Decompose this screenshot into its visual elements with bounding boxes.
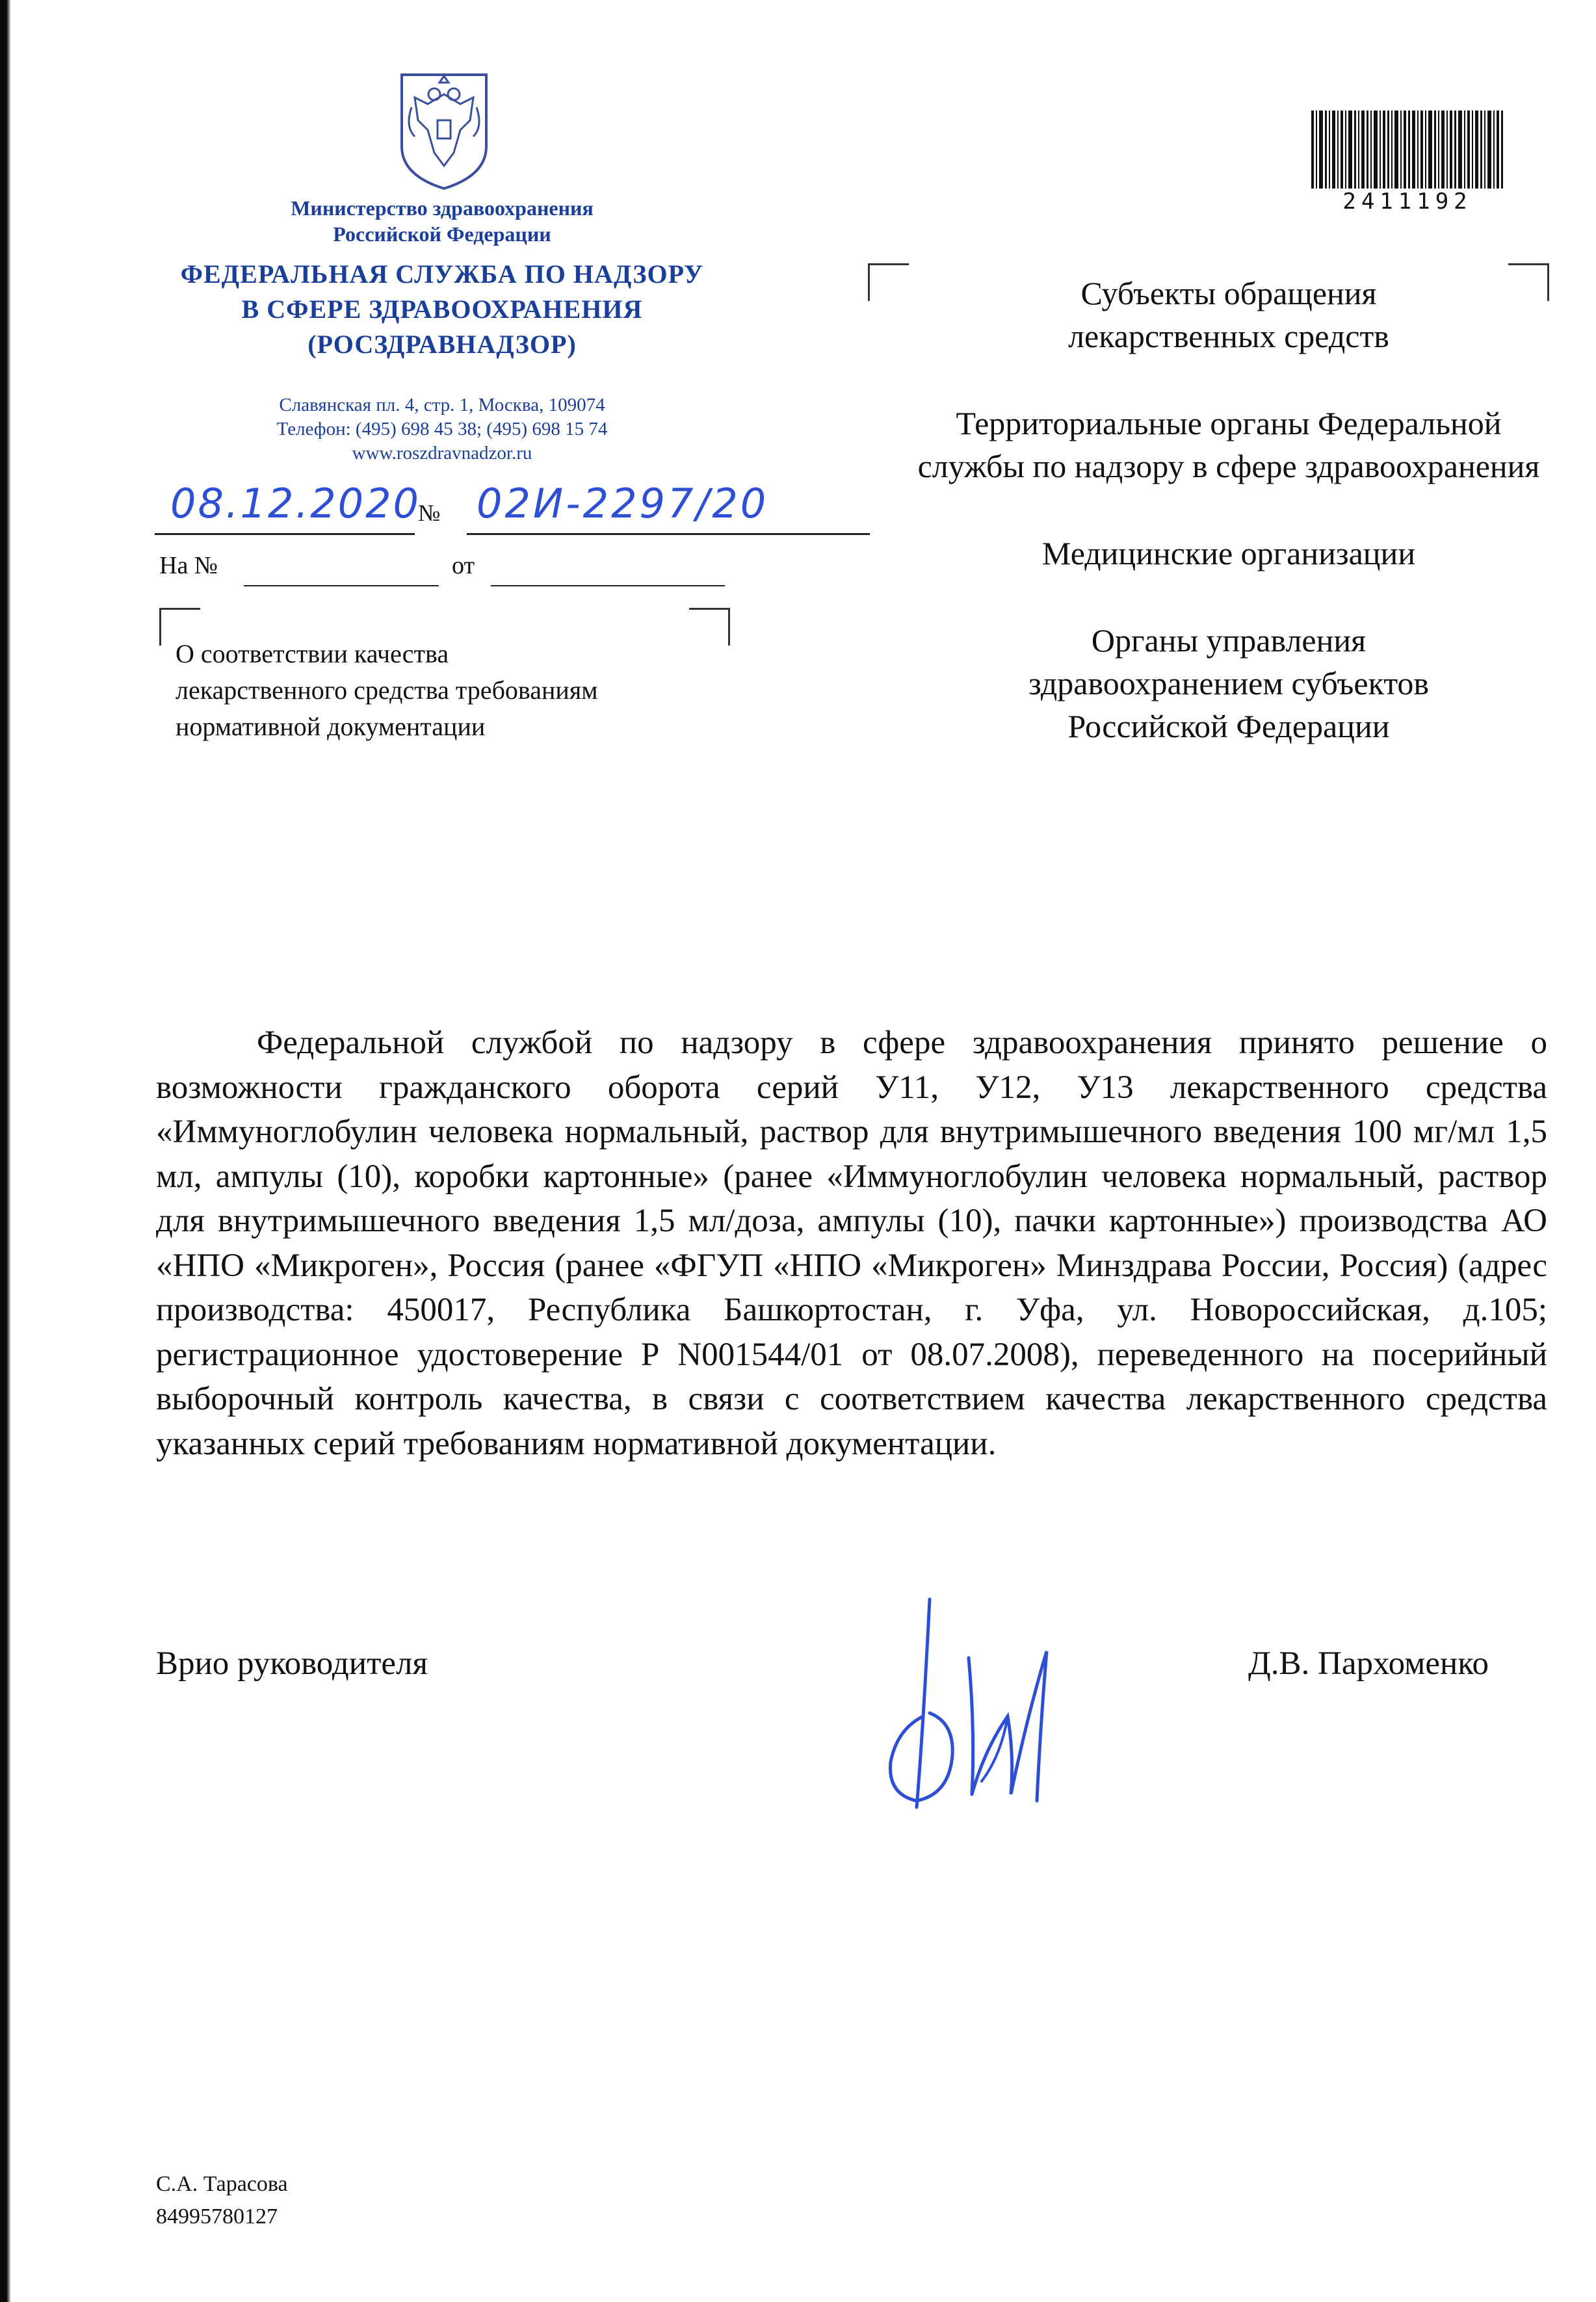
org-address [195,393,689,465]
registration-date: 08.12.2020 [170,480,421,527]
barcode-number: 2411192 [1342,189,1472,215]
reply-number-line [244,585,439,586]
executor-block [156,2168,288,2233]
subject-line-2: лекарственного средства требованиям [176,675,598,705]
ministry-line-1: Министерство здравоохранения [291,196,594,220]
date-underline [155,533,415,535]
service-name [150,257,735,362]
number-sign: № [418,500,441,526]
recipient-item: Органы управления здравоохранением субъектов Российской Федерации [1028,622,1430,744]
registration-row [155,480,902,545]
signatory-name: Д.В. Пархоменко [1248,1645,1489,1682]
service-line-3: (РОСЗДРАВНАДЗОР) [307,330,577,359]
subject [176,636,761,745]
address-line: Славянская пл. 4, стр. 1, Москва, 109074 [279,395,605,415]
handwritten-signature [878,1586,1092,1820]
registration-number: 02И-2297/20 [477,480,769,527]
recipient-item: Медицинские организации [1041,535,1416,571]
website-line: www.roszdravnadzor.ru [352,443,532,464]
from-label: от [452,552,475,579]
service-line-2: В СФЕРЕ ЗДРАВООХРАНЕНИЯ [241,294,643,324]
barcode-icon [1310,111,1505,195]
reply-label: На № [159,552,218,579]
scan-edge [0,0,10,2302]
phone-line: Телефон: (495) 698 45 38; (495) 698 15 74 [276,419,608,439]
ministry-name [215,195,670,247]
reply-date-line [491,585,725,586]
signatory-title: Врио руководителя [156,1645,428,1682]
ministry-line-2: Российской Федерации [333,222,551,246]
reply-reference-row [159,551,731,590]
recipients-list [910,272,1547,792]
number-underline [467,533,870,535]
service-line-1: ФЕДЕРАЛЬНАЯ СЛУЖБА ПО НАДЗОРУ [180,259,704,289]
subject-line-1: О соответствии качества [176,639,449,668]
executor-name: С.А. Тарасова [156,2172,288,2196]
recipient-item: Субъекты обращения лекарственных средств [1068,275,1389,354]
subject-line-3: нормативной документации [176,712,486,741]
coat-of-arms-icon [389,68,499,192]
recipients-corner-left [868,263,909,301]
executor-phone: 84995780127 [156,2204,278,2229]
body-paragraph: Федеральной службой по надзору в сфере здравоохранения принято решение о возможности гражданского оборота серий У11, У12, У13 лекарственного средства «Иммуноглобулин человека нормальный, раствор для внутримышечного введения 100 мг/мл 1,5 мл, ампулы (10), коробки картонные» (ранее «Иммуноглобулин человека нормальный, раствор для внутримышечного введения 1,5 мл/доза, ампулы (10), пачки картонные») производства АО «НПО «Микроген», Россия (ранее «ФГУП «НПО «Микроген» Минздрава России, Россия) (адрес производства: 450017, Республика Башкортостан, г. Уфа, ул. Новороссийская, д.105; регистрационное удостоверение Р N001544/01 от 08.07.2008), переведенного на посерийный выборочный контроль качества, в связи с соответствием качества лекарственного средства указанных серий требованиям нормативной документации. [156,1025,1547,1462]
recipient-item: Территориальные органы Федеральной службы по надзору в сфере здравоохранения [917,405,1540,484]
